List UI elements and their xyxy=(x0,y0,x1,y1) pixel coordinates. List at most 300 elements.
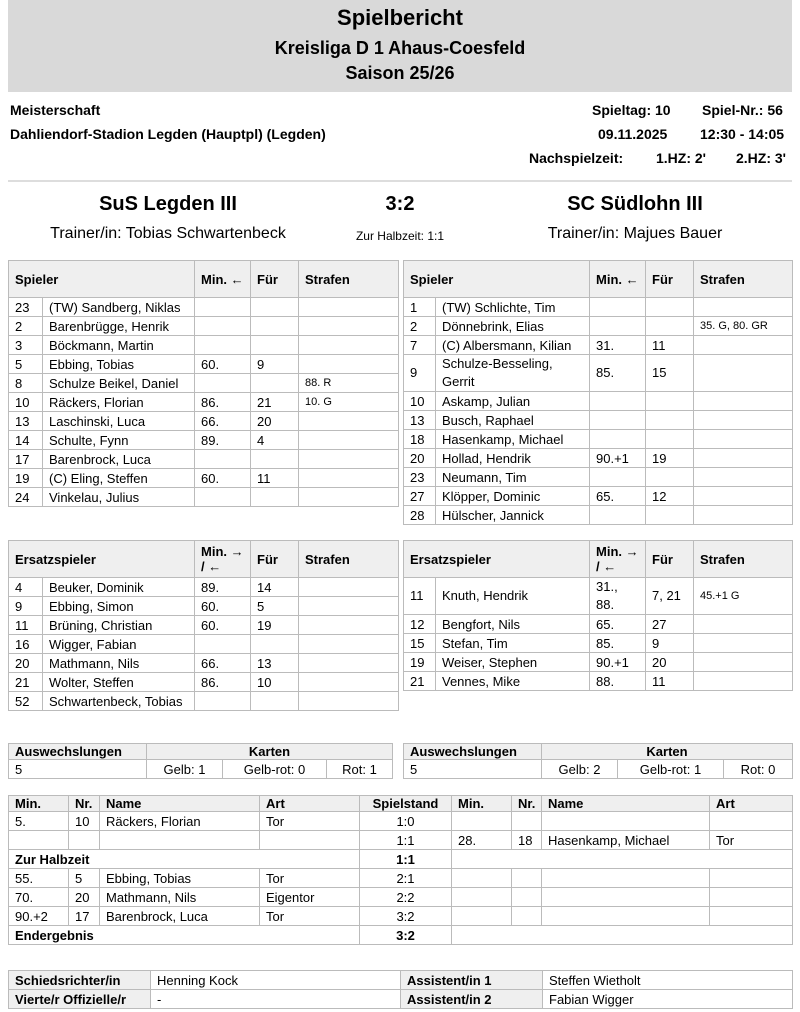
home-summary-table xyxy=(8,743,393,779)
player-penalties xyxy=(299,469,399,488)
player-for xyxy=(251,450,299,469)
score-cell: 2:1 xyxy=(360,869,452,888)
player-number: 16 xyxy=(9,635,43,654)
player-name: (TW) Schlichte, Tim xyxy=(436,298,590,317)
player-for: 10 xyxy=(251,673,299,692)
player-number: 2 xyxy=(404,317,436,336)
away-event-type xyxy=(710,907,793,926)
player-name: Klöpper, Dominic xyxy=(436,487,590,506)
player-row xyxy=(9,692,399,711)
player-name: Barenbrock, Luca xyxy=(43,450,195,469)
col-min: Min. → / ← xyxy=(590,541,646,578)
auswechslungen-label: Auswechslungen xyxy=(404,744,542,760)
assistant1-label: Assistent/in 1 xyxy=(401,971,543,990)
player-name: (C) Eling, Steffen xyxy=(43,469,195,488)
col-min: Min. xyxy=(9,796,69,812)
away-event-name xyxy=(542,869,710,888)
halftime-score: Zur Halbzeit: 1:1 xyxy=(355,229,445,243)
player-name: Hülscher, Jannick xyxy=(436,506,590,525)
player-row xyxy=(404,653,793,672)
player-row xyxy=(9,298,399,317)
player-row xyxy=(9,431,399,450)
player-row xyxy=(9,673,399,692)
player-for xyxy=(646,298,694,317)
player-minute xyxy=(590,430,646,449)
home-event-name: Barenbrock, Luca xyxy=(100,907,260,926)
player-number: 8 xyxy=(9,374,43,393)
col-subs: Ersatzspieler xyxy=(9,541,195,578)
col-nr: Nr. xyxy=(69,796,100,812)
player-for xyxy=(251,374,299,393)
player-row xyxy=(404,672,793,691)
col-player: Spieler xyxy=(404,261,590,298)
away-event-number xyxy=(512,869,542,888)
player-minute: 31. xyxy=(590,336,646,355)
player-penalties xyxy=(299,597,399,616)
player-for xyxy=(646,468,694,487)
player-for: 9 xyxy=(251,355,299,374)
player-row xyxy=(404,392,793,411)
player-penalties xyxy=(694,430,793,449)
player-number: 52 xyxy=(9,692,43,711)
score-cell: 1:1 xyxy=(360,850,452,869)
home-event-type: Tor xyxy=(260,869,360,888)
player-number: 10 xyxy=(404,392,436,411)
player-name: Schulte, Fynn xyxy=(43,431,195,450)
away-event-number: 18 xyxy=(512,831,542,850)
player-minute xyxy=(195,298,251,317)
player-row xyxy=(9,635,399,654)
player-penalties xyxy=(694,298,793,317)
player-for: 14 xyxy=(251,578,299,597)
player-minute xyxy=(195,692,251,711)
player-minute: 66. xyxy=(195,654,251,673)
report-header xyxy=(8,0,792,92)
player-for xyxy=(251,635,299,654)
player-minute: 85. xyxy=(590,355,646,392)
event-row xyxy=(9,869,793,888)
player-row xyxy=(9,336,399,355)
player-name: Dönnebrink, Elias xyxy=(436,317,590,336)
away-event-type xyxy=(710,888,793,907)
player-number: 19 xyxy=(9,469,43,488)
player-penalties xyxy=(694,634,793,653)
player-number: 24 xyxy=(9,488,43,507)
away-lineup-table xyxy=(403,260,793,525)
assistant1-name: Steffen Wietholt xyxy=(543,971,793,990)
col-fuer: Für xyxy=(251,541,299,578)
player-name: Vennes, Mike xyxy=(436,672,590,691)
player-for xyxy=(646,506,694,525)
player-number: 11 xyxy=(9,616,43,635)
player-penalties: 10. G xyxy=(299,393,399,412)
player-name: Askamp, Julian xyxy=(436,392,590,411)
player-penalties xyxy=(694,653,793,672)
player-name: Hollad, Hendrik xyxy=(436,449,590,468)
player-row xyxy=(9,488,399,507)
player-name: Ebbing, Simon xyxy=(43,597,195,616)
player-number: 11 xyxy=(404,578,436,615)
events-table xyxy=(8,795,793,945)
player-minute: 89. xyxy=(195,578,251,597)
player-name: Schulze Beikel, Daniel xyxy=(43,374,195,393)
player-row xyxy=(404,578,793,615)
player-penalties xyxy=(299,692,399,711)
player-penalties xyxy=(694,392,793,411)
player-number: 19 xyxy=(404,653,436,672)
player-for xyxy=(646,317,694,336)
player-minute: 65. xyxy=(590,615,646,634)
player-row xyxy=(404,355,793,392)
player-name: Schwartenbeck, Tobias xyxy=(43,692,195,711)
player-penalties xyxy=(299,298,399,317)
player-name: Bengfort, Nils xyxy=(436,615,590,634)
col-name: Name xyxy=(542,796,710,812)
player-minute: 86. xyxy=(195,393,251,412)
player-minute xyxy=(590,317,646,336)
player-for xyxy=(251,488,299,507)
empty-cell xyxy=(452,850,793,869)
col-min: Min. ← xyxy=(195,261,251,298)
fourth-official-name: - xyxy=(151,990,401,1009)
player-penalties xyxy=(299,578,399,597)
karten-label: Karten xyxy=(542,744,793,760)
home-trainer: Trainer/in: Tobias Schwartenbeck xyxy=(50,225,286,242)
player-minute: 31., 88. xyxy=(590,578,646,615)
player-for: 11 xyxy=(646,336,694,355)
player-number: 4 xyxy=(9,578,43,597)
player-number: 18 xyxy=(404,430,436,449)
away-gelbrot: Gelb-rot: 1 xyxy=(618,760,724,779)
away-event-type xyxy=(710,869,793,888)
player-for: 7, 21 xyxy=(646,578,694,615)
player-name: Busch, Raphael xyxy=(436,411,590,430)
player-number: 28 xyxy=(404,506,436,525)
empty-cell xyxy=(452,926,793,945)
player-name: Beuker, Dominik xyxy=(43,578,195,597)
referee-label: Schiedsrichter/in xyxy=(9,971,151,990)
player-for: 13 xyxy=(251,654,299,673)
player-row xyxy=(404,487,793,506)
player-minute xyxy=(590,411,646,430)
home-event-name xyxy=(100,831,260,850)
away-event-number xyxy=(512,812,542,831)
player-number: 27 xyxy=(404,487,436,506)
player-penalties xyxy=(694,336,793,355)
event-row xyxy=(9,888,793,907)
col-min: Min. → / ← xyxy=(195,541,251,578)
referee-name: Henning Kock xyxy=(151,971,401,990)
col-art: Art xyxy=(260,796,360,812)
player-name: (TW) Sandberg, Niklas xyxy=(43,298,195,317)
home-event-type: Tor xyxy=(260,907,360,926)
player-row xyxy=(9,654,399,673)
player-minute: 60. xyxy=(195,616,251,635)
player-minute xyxy=(195,450,251,469)
player-for: 9 xyxy=(646,634,694,653)
player-penalties xyxy=(299,412,399,431)
away-rot: Rot: 0 xyxy=(724,760,793,779)
player-for: 27 xyxy=(646,615,694,634)
divider xyxy=(8,180,792,182)
home-event-minute: 5. xyxy=(9,812,69,831)
player-minute: 90.+1 xyxy=(590,449,646,468)
competition: Meisterschaft xyxy=(10,102,101,118)
player-name: Ebbing, Tobias xyxy=(43,355,195,374)
col-strafen: Strafen xyxy=(694,541,793,578)
events-label: Zur Halbzeit xyxy=(9,850,360,869)
player-for: 19 xyxy=(251,616,299,635)
home-gelbrot: Gelb-rot: 0 xyxy=(223,760,327,779)
player-row xyxy=(9,374,399,393)
player-number: 20 xyxy=(9,654,43,673)
events-label-row xyxy=(9,850,793,869)
player-penalties: 45.+1 G xyxy=(694,578,793,615)
player-row xyxy=(9,393,399,412)
player-number: 12 xyxy=(404,615,436,634)
col-min: Min. ← xyxy=(590,261,646,298)
events-label: Endergebnis xyxy=(9,926,360,945)
away-event-type: Tor xyxy=(710,831,793,850)
player-name: Barenbrügge, Henrik xyxy=(43,317,195,336)
events-label-row xyxy=(9,926,793,945)
player-minute xyxy=(195,635,251,654)
player-row xyxy=(9,469,399,488)
player-penalties xyxy=(299,488,399,507)
col-strafen: Strafen xyxy=(299,261,399,298)
home-team: SuS Legden III xyxy=(99,193,237,215)
player-name: Vinkelau, Julius xyxy=(43,488,195,507)
col-name: Name xyxy=(100,796,260,812)
home-event-minute: 55. xyxy=(9,869,69,888)
col-min: Min. xyxy=(452,796,512,812)
player-name: Neumann, Tim xyxy=(436,468,590,487)
player-minute xyxy=(195,336,251,355)
away-sub-count: 5 xyxy=(404,760,542,779)
score-cell: 3:2 xyxy=(360,926,452,945)
player-penalties xyxy=(694,468,793,487)
player-minute xyxy=(195,317,251,336)
player-row xyxy=(9,616,399,635)
player-penalties xyxy=(694,672,793,691)
player-for: 11 xyxy=(646,672,694,691)
player-name: (C) Albersmann, Kilian xyxy=(436,336,590,355)
player-number: 21 xyxy=(9,673,43,692)
col-fuer: Für xyxy=(646,261,694,298)
away-event-minute xyxy=(452,869,512,888)
home-subs-table xyxy=(8,540,399,711)
player-minute xyxy=(590,392,646,411)
player-for: 4 xyxy=(251,431,299,450)
event-row xyxy=(9,907,793,926)
player-number: 9 xyxy=(404,355,436,392)
player-for: 12 xyxy=(646,487,694,506)
player-name: Wigger, Fabian xyxy=(43,635,195,654)
report-title: Spielbericht xyxy=(337,5,463,30)
player-for: 19 xyxy=(646,449,694,468)
player-number: 14 xyxy=(9,431,43,450)
home-event-name: Räckers, Florian xyxy=(100,812,260,831)
player-minute: 60. xyxy=(195,597,251,616)
player-for: 15 xyxy=(646,355,694,392)
player-for: 5 xyxy=(251,597,299,616)
player-name: Laschinski, Luca xyxy=(43,412,195,431)
player-number: 21 xyxy=(404,672,436,691)
player-number: 23 xyxy=(404,468,436,487)
player-for: 21 xyxy=(251,393,299,412)
player-row xyxy=(404,317,793,336)
player-number: 15 xyxy=(404,634,436,653)
score-cell: 3:2 xyxy=(360,907,452,926)
player-minute: 86. xyxy=(195,673,251,692)
player-penalties xyxy=(694,355,793,392)
player-penalties xyxy=(299,635,399,654)
player-row xyxy=(9,597,399,616)
col-nr: Nr. xyxy=(512,796,542,812)
player-penalties xyxy=(694,615,793,634)
col-art: Art xyxy=(710,796,793,812)
col-strafen: Strafen xyxy=(299,541,399,578)
player-row xyxy=(404,298,793,317)
player-minute xyxy=(590,468,646,487)
away-event-minute xyxy=(452,907,512,926)
player-penalties xyxy=(694,487,793,506)
spieltag: Spieltag: 10 xyxy=(592,102,671,118)
away-event-number xyxy=(512,907,542,926)
player-number: 20 xyxy=(404,449,436,468)
away-event-name: Hasenkamp, Michael xyxy=(542,831,710,850)
player-row xyxy=(404,506,793,525)
player-row xyxy=(404,449,793,468)
player-name: Räckers, Florian xyxy=(43,393,195,412)
player-row xyxy=(404,430,793,449)
player-minute: 90.+1 xyxy=(590,653,646,672)
player-minute: 85. xyxy=(590,634,646,653)
away-event-name xyxy=(542,812,710,831)
player-number: 13 xyxy=(404,411,436,430)
player-row xyxy=(404,634,793,653)
away-event-name xyxy=(542,907,710,926)
home-event-minute xyxy=(9,831,69,850)
player-minute: 60. xyxy=(195,355,251,374)
player-penalties xyxy=(694,411,793,430)
player-minute: 88. xyxy=(590,672,646,691)
player-row xyxy=(404,615,793,634)
player-minute: 60. xyxy=(195,469,251,488)
away-event-type xyxy=(710,812,793,831)
away-gelb: Gelb: 2 xyxy=(542,760,618,779)
assistant2-label: Assistent/in 2 xyxy=(401,990,543,1009)
player-name: Knuth, Hendrik xyxy=(436,578,590,615)
player-minute xyxy=(590,298,646,317)
home-event-type xyxy=(260,831,360,850)
player-penalties: 88. R xyxy=(299,374,399,393)
auswechslungen-label: Auswechslungen xyxy=(9,744,147,760)
venue: Dahliendorf-Stadion Legden (Hauptpl) (Legden) xyxy=(10,126,326,142)
player-number: 9 xyxy=(9,597,43,616)
season: Saison 25/26 xyxy=(345,63,455,83)
fourth-official-label: Vierte/r Offizielle/r xyxy=(9,990,151,1009)
player-row xyxy=(404,336,793,355)
home-event-number: 10 xyxy=(69,812,100,831)
away-event-minute xyxy=(452,812,512,831)
player-penalties: 35. G, 80. GR xyxy=(694,317,793,336)
player-row xyxy=(404,468,793,487)
home-sub-count: 5 xyxy=(9,760,147,779)
player-name: Böckmann, Martin xyxy=(43,336,195,355)
event-row xyxy=(9,812,793,831)
player-penalties xyxy=(299,654,399,673)
player-name: Brüning, Christian xyxy=(43,616,195,635)
player-for xyxy=(251,317,299,336)
player-name: Mathmann, Nils xyxy=(43,654,195,673)
player-row xyxy=(9,355,399,374)
player-for xyxy=(646,392,694,411)
player-name: Schulze-Besseling, Gerrit xyxy=(436,355,590,392)
away-event-name xyxy=(542,888,710,907)
player-row xyxy=(9,412,399,431)
away-summary-table xyxy=(403,743,793,779)
event-row xyxy=(9,831,793,850)
away-team: SC Südlohn III xyxy=(567,193,703,215)
home-event-minute: 70. xyxy=(9,888,69,907)
final-score: 3:2 xyxy=(385,193,415,215)
col-player: Spieler xyxy=(9,261,195,298)
league-name: Kreisliga D 1 Ahaus-Coesfeld xyxy=(274,38,526,58)
player-row xyxy=(9,317,399,336)
player-row xyxy=(9,450,399,469)
player-name: Stefan, Tim xyxy=(436,634,590,653)
player-minute xyxy=(195,374,251,393)
player-number: 10 xyxy=(9,393,43,412)
player-penalties xyxy=(299,450,399,469)
player-minute: 89. xyxy=(195,431,251,450)
player-for xyxy=(251,692,299,711)
col-fuer: Für xyxy=(646,541,694,578)
col-strafen: Strafen xyxy=(694,261,793,298)
away-subs-table xyxy=(403,540,793,691)
col-fuer: Für xyxy=(251,261,299,298)
col-subs: Ersatzspieler xyxy=(404,541,590,578)
player-name: Hasenkamp, Michael xyxy=(436,430,590,449)
player-name: Wolter, Steffen xyxy=(43,673,195,692)
officials-table xyxy=(8,970,793,1009)
home-event-number: 17 xyxy=(69,907,100,926)
nachspielzeit-hz1: 1.HZ: 2' xyxy=(656,150,707,166)
player-penalties xyxy=(299,336,399,355)
player-for: 20 xyxy=(646,653,694,672)
player-number: 17 xyxy=(9,450,43,469)
player-number: 23 xyxy=(9,298,43,317)
player-penalties xyxy=(299,355,399,374)
player-penalties xyxy=(299,673,399,692)
home-rot: Rot: 1 xyxy=(327,760,393,779)
score-cell: 1:0 xyxy=(360,812,452,831)
assistant2-name: Fabian Wigger xyxy=(543,990,793,1009)
away-trainer: Trainer/in: Majues Bauer xyxy=(547,225,723,242)
home-event-name: Ebbing, Tobias xyxy=(100,869,260,888)
player-row xyxy=(404,411,793,430)
home-event-type: Tor xyxy=(260,812,360,831)
player-penalties xyxy=(694,506,793,525)
spiel-nr: Spiel-Nr.: 56 xyxy=(702,102,783,118)
player-minute: 65. xyxy=(590,487,646,506)
player-for: 20 xyxy=(251,412,299,431)
player-for xyxy=(251,298,299,317)
player-for xyxy=(646,430,694,449)
player-minute: 66. xyxy=(195,412,251,431)
home-event-minute: 90.+2 xyxy=(9,907,69,926)
